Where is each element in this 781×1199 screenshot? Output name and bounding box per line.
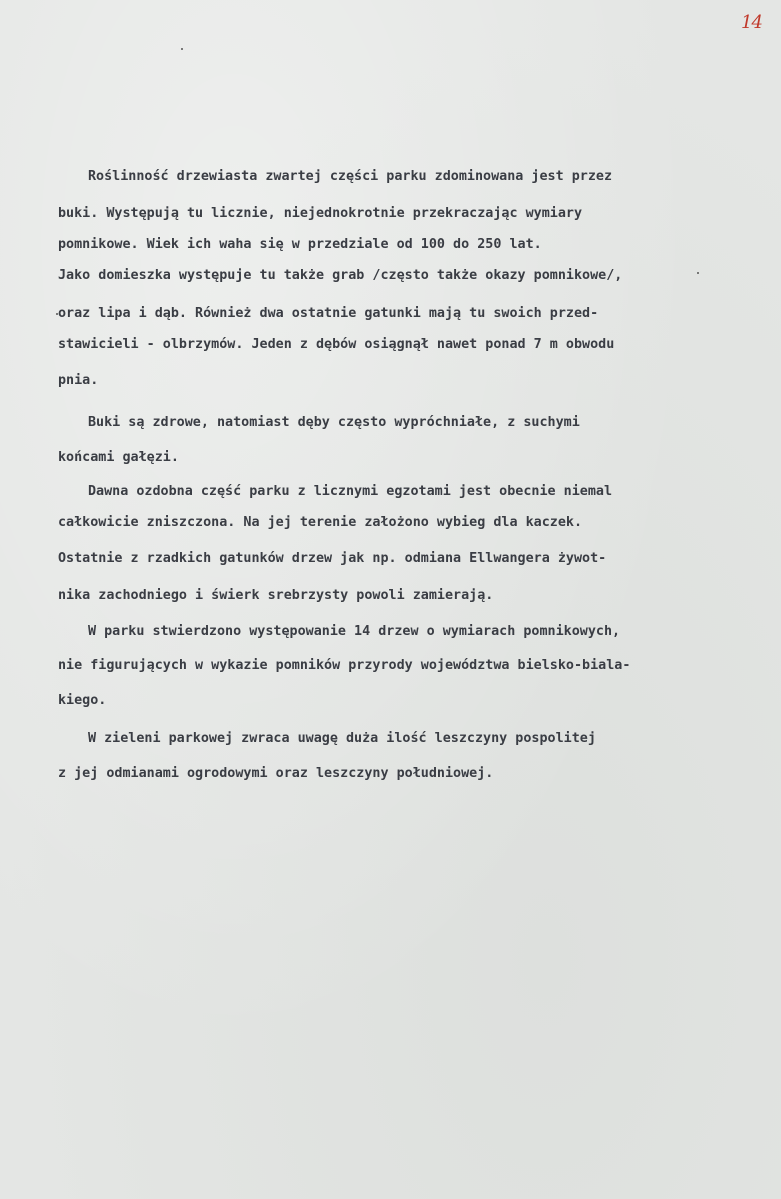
text-line: całkowicie zniszczona. Na jej terenie założono wybieg dla kaczek. [58,515,583,530]
text-line: pomnikowe. Wiek ich waha się w przedziale od 100 do 250 lat. [58,237,542,252]
text-line: oraz lipa i dąb. Również dwa ostatnie gatunki mają tu swoich przed- [58,306,599,321]
paper-speck [181,48,183,50]
text-line: nika zachodniego i świerk srebrzysty powoli zamierają. [58,588,494,603]
text-line: kiego. [58,693,107,708]
text-line: buki. Występują tu licznie, niejednokrotnie przekraczając wymiary [58,206,583,221]
text-line: stawicieli - olbrzymów. Jeden z dębów osiągnął nawet ponad 7 m obwodu [58,337,615,352]
text-line: końcami gałęzi. [58,450,179,465]
text-line: nie figurujących w wykazie pomników przyrody województwa bielsko-biala- [58,658,631,673]
text-line: W zieleni parkowej zwraca uwagę duża ilość leszczyny pospolitej [88,731,596,746]
text-line: Dawna ozdobna część parku z licznymi egzotami jest obecnie niemal [88,484,613,499]
text-line: Ostatnie z rzadkich gatunków drzew jak np. odmiana Ellwangera żywot- [58,551,607,566]
page-number: 14 [741,12,762,33]
text-line: Buki są zdrowe, natomiast dęby często wypróchniałe, z suchymi [88,415,580,430]
paper-speck [697,272,699,274]
text-line: Jako domieszka występuje tu także grab /często także okazy pomnikowe/, [58,268,623,283]
text-line: z jej odmianami ogrodowymi oraz leszczyny południowej. [58,766,494,781]
text-line: pnia. [58,373,99,388]
paper-speck [56,313,58,315]
text-line: W parku stwierdzono występowanie 14 drzew o wymiarach pomnikowych, [88,624,621,639]
text-line: Roślinność drzewiasta zwartej części parku zdominowana jest przez [88,169,613,184]
